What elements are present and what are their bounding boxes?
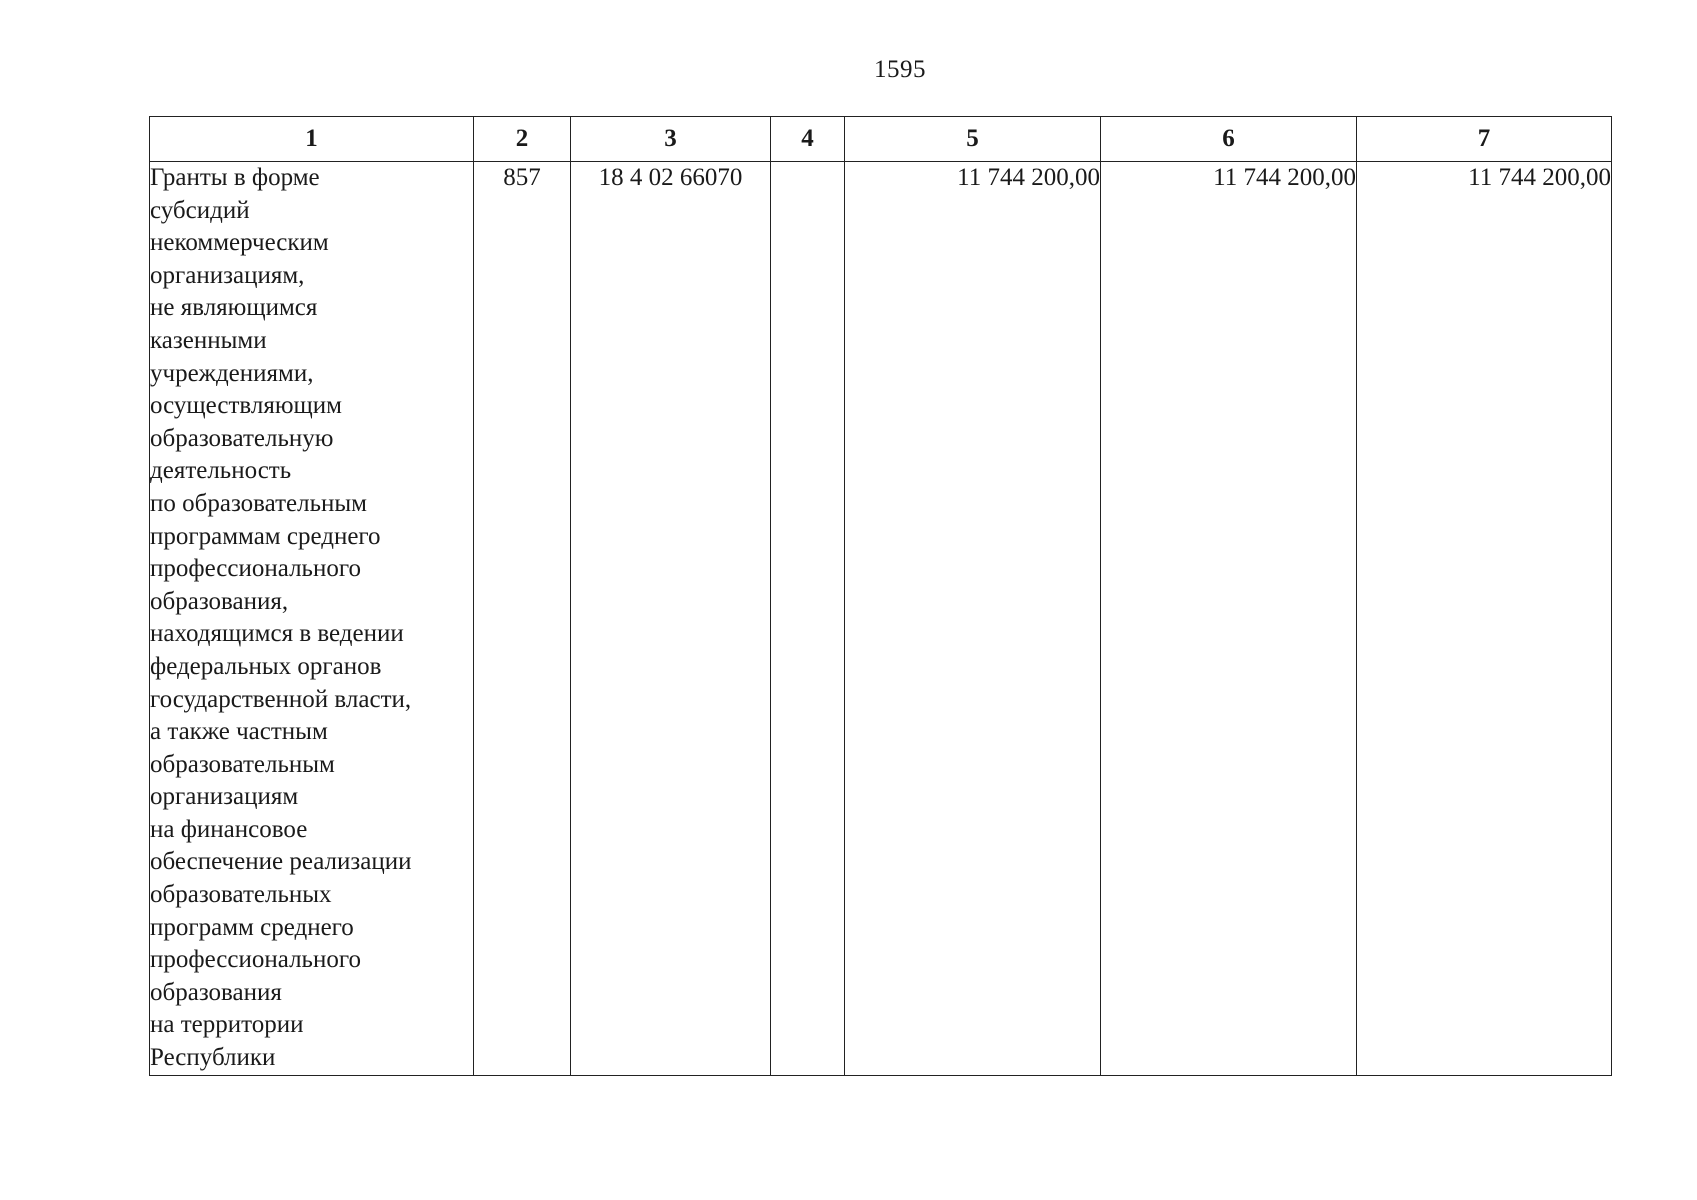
description-line: образовательную — [150, 424, 334, 452]
cell-col-7: 11 744 200,00 — [1357, 162, 1612, 1076]
cell-col-3: 18 4 02 66070 — [571, 162, 771, 1076]
description-line: осуществляющим — [150, 392, 342, 420]
description-line: государственной власти, — [150, 685, 412, 713]
description-line: казенными — [150, 326, 267, 354]
header-col-6: 6 — [1101, 117, 1357, 162]
header-col-3: 3 — [571, 117, 771, 162]
description-line: а также частным — [150, 718, 328, 746]
description-line: организациям — [150, 783, 299, 811]
description-line: по образовательным — [150, 489, 367, 517]
cell-col-6: 11 744 200,00 — [1101, 162, 1357, 1076]
description-line: на финансовое — [150, 815, 308, 843]
page-number: 1595 — [874, 56, 926, 83]
description-line: некоммерческим — [150, 229, 329, 257]
table-row — [150, 162, 1612, 1076]
header-col-7: 7 — [1357, 117, 1612, 162]
cell-col-5: 11 744 200,00 — [845, 162, 1101, 1076]
description-line: профессионального — [150, 946, 361, 974]
description-line: образовательным — [150, 750, 335, 778]
description-line: не являющимся — [150, 294, 318, 322]
header-col-5: 5 — [845, 117, 1101, 162]
description-line: Гранты в форме — [150, 164, 320, 191]
description-line: деятельность — [150, 457, 292, 485]
description-line: обеспечение реализации — [150, 848, 412, 876]
description-line: Республики — [150, 1044, 276, 1072]
header-col-2: 2 — [474, 117, 571, 162]
description-line: программ среднего — [150, 913, 354, 941]
description-line: образования — [150, 978, 282, 1006]
cell-description — [150, 162, 474, 1076]
description-line: программам среднего — [150, 522, 381, 550]
header-col-4: 4 — [771, 117, 845, 162]
description-line: федеральных органов — [150, 652, 382, 680]
description-line: образовательных — [150, 881, 332, 909]
budget-table — [149, 116, 1612, 1076]
description-line: образования, — [150, 587, 289, 615]
description-line: организациям, — [150, 261, 305, 289]
cell-col-2: 857 — [474, 162, 571, 1076]
header-row — [150, 117, 1612, 162]
cell-col-4 — [771, 162, 845, 1076]
header-col-1: 1 — [150, 117, 474, 162]
description-line: профессионального — [150, 555, 361, 583]
description-line: учреждениями, — [150, 359, 314, 387]
description-line: находящимся в ведении — [150, 620, 404, 648]
description-line: субсидий — [150, 196, 250, 224]
description-line: на территории — [150, 1011, 304, 1039]
